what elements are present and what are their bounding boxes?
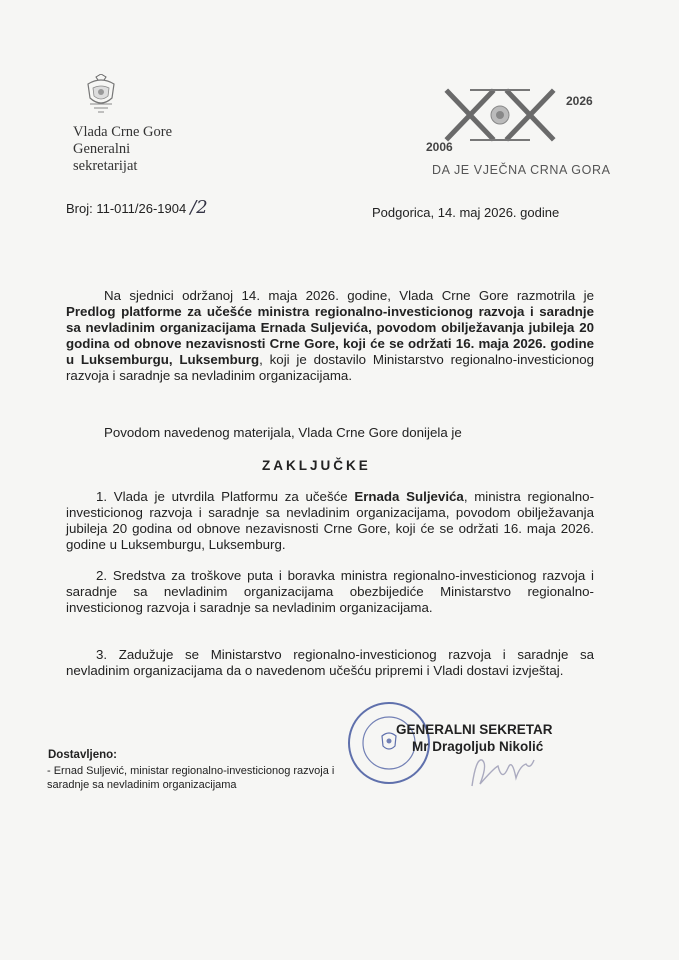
issuer-block xyxy=(73,124,172,175)
conclusion-1-bold: Ernada Suljevića xyxy=(354,489,464,504)
handwritten-signature-icon xyxy=(468,748,538,794)
issuer-line-3: sekretarijat xyxy=(73,158,138,174)
reference-number xyxy=(66,197,208,218)
reference-number-text: Broj: 11-011/26-1904 xyxy=(66,201,187,216)
document-date: Podgorica, 14. maj 2026. godine xyxy=(372,205,560,220)
issuer-line-1: Vlada Crne Gore xyxy=(73,124,173,140)
conclusion-2 xyxy=(66,568,594,616)
intro-paragraph xyxy=(66,288,594,384)
logo-year-2006: 2006 xyxy=(426,140,453,154)
intro-text-b: , koji je dostavilo Ministarstvo regionalno-investicionog razvoja i saradnje sa nevladinim organizacijama. xyxy=(66,352,595,383)
intro-text-bold: Predlog platforme za učešće ministra regionalno-investicionog razvoja i saradnje sa nevladinim organizacijama Ernada Suljevića, povodom obilježavanja jubileja 20 godina od obnove nezavisnosti Crne Gore, koji će se održati 16. maja 2026. godine u Luksemburgu, Luksemburg xyxy=(66,304,594,367)
signatory-title: GENERALNI SEKRETAR xyxy=(396,722,553,737)
conclusion-3 xyxy=(66,647,594,679)
conclusion-1 xyxy=(66,489,594,553)
conclusion-1-text-a: 1. Vlada je utvrdila Platformu za učešće xyxy=(96,489,355,504)
logo-year-2026: 2026 xyxy=(566,94,593,108)
signatory-name: Mr Dragoljub Nikolić xyxy=(412,739,544,754)
decision-intro: Povodom navedenog materijala, Vlada Crne Gore donijela je xyxy=(104,425,462,440)
conclusions-heading: ZAKLJUČKE xyxy=(262,458,371,473)
handwritten-mark: /2 xyxy=(190,197,208,218)
distribution-label: Dostavljeno: xyxy=(48,749,118,761)
logo-slogan: DA JE VJEČNA CRNA GORA xyxy=(432,163,611,177)
conclusion-1-text-b: , ministra regionalno-investicionog razvoja i saradnje sa nevladinim organizacijama, povodom obilježavanja jubileja 20 godina od obnove nezavisnosti Crne Gore, koji će se održati 16. maja 2026. godine u Luksemburgu, Luksemburg. xyxy=(66,489,594,552)
conclusion-2-text: 2. Sredstva za troškove puta i boravka ministra regionalno-investicionog razvoja i saradnje sa nevladinim organizacijama obezbijediće Ministarstvo regionalno-investicionog razvoja i saradnje sa nevladinim organizacijama. xyxy=(66,568,594,615)
conclusion-3-text: 3. Zadužuje se Ministarstvo regionalno-investicionog razvoja i saradnje sa nevladinim organizacijama da o navedenom učešću pripremi i Vladi dostavi izvještaj. xyxy=(66,647,594,678)
issuer-line-2: Generalni xyxy=(73,141,131,157)
distribution-item: - Ernad Suljević, ministar regionalno-investicionog razvoja i saradnje sa nevladinim organizacijama xyxy=(47,765,335,791)
coat-of-arms-icon xyxy=(84,74,118,116)
intro-text-a: Na sjednici održanoj 14. maja 2026. godine, Vlada Crne Gore razmotrila je xyxy=(104,288,594,303)
